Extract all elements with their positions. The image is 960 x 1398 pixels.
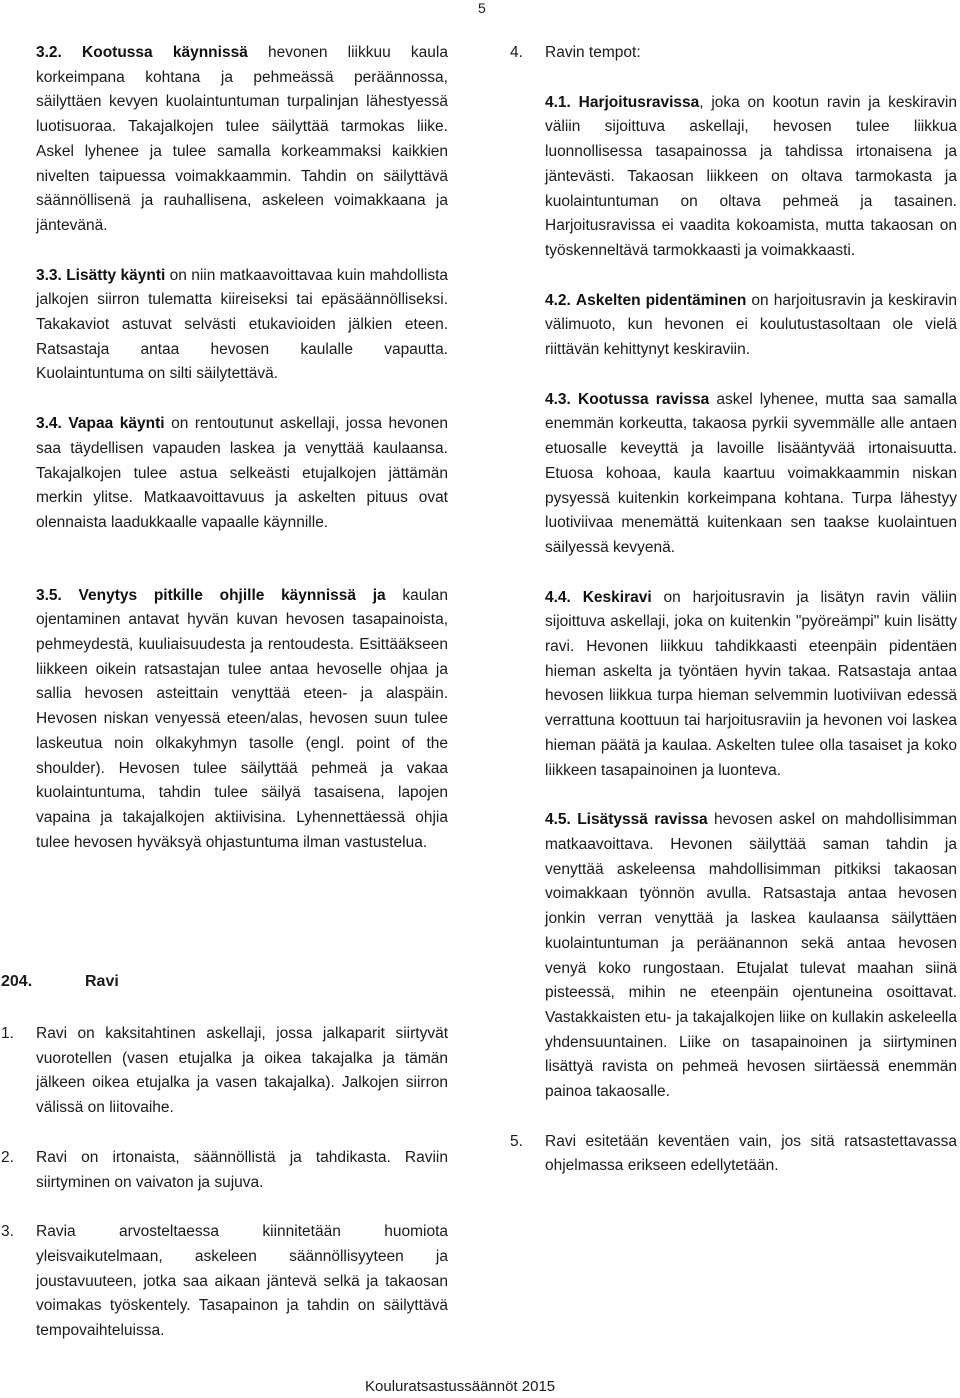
section-num: 3.2. — [36, 44, 62, 61]
section-4-1 — [545, 91, 957, 264]
list-text: Ravi on irtonaista, säännöllistä ja tahdikasta. Raviin siirtyminen on vaivaton ja sujuva. — [36, 1148, 448, 1191]
section-num: 4.3. — [545, 390, 571, 408]
section-text: hevosen askel on mahdollisimman matkaavoittava. Hevonen säilyttää saman tahdin ja venyttää askeleensa mahdollisimman pitkiksi takaosan voimakkaan työnnön avulla. Ratsastaja antaa hevosen jonkin verran venyttää ja laskea kaulaansa säilyttäen kuolaintuntuman ja peräänannon sekä antaa hevosen venyä koko rungostaan. Etujalat tulevat maahan siinä pisteessä, mihin ne eteenpäin ojentuneina osoittavat. Vastakkaisten etu- ja takajalkojen liike on kullakin askeleella yhdensuuntainen. Liike on tasapainoinen ja siirtyminen lisättyä ravista on pehmeä hevosen siirtäessä enemmän painoa takaosalle. — [545, 811, 957, 1101]
section-4-3 — [545, 388, 957, 561]
list-number: 4. — [510, 44, 523, 61]
ravi-list — [1, 1022, 448, 1369]
list-item — [510, 41, 957, 66]
section-term: Harjoitusravissa — [578, 93, 700, 111]
list-text: Ravia arvosteltaessa kiinnitetään huomiota yleisvaikutelmaan, askeleen säännöllisyyteen ja joustavuuteen, jotka saa aikaan jäntevä selkä ja takaosan voimakas työskentely. Tasapainon ja tahdin on säilyttävä tempovaihteluissa. — [36, 1223, 448, 1340]
list-text: Ravi esitetään keventäen vain, jos sitä ratsastettavassa ohjelmassa erikseen edellytetään. — [545, 1132, 957, 1175]
list-number: 1. — [1, 1025, 14, 1042]
left-column — [36, 41, 448, 880]
list-number: 2. — [1, 1148, 14, 1166]
section-text: , joka on kootun ravin ja keskiravin väliin sijoittuva askellaji, hevosen tulee liikkua luonnollisessa tasapainossa ja tahdissa irtonaisena ja jäntevästi. Takaosan liikkeen on oltava tarmokasta ja kuolaintuntuman on oltava pehmeä ja tasainen. Harjoitusravissa ei vaadita kokoamista, mutta takaosan on työskenneltävä tarmokkaasti ja voimakkaasti. — [545, 93, 957, 259]
list-item — [1, 1220, 448, 1344]
section-text: hevonen liikkuu kaula korkeimpana kohtana ja pehmeässä peräännossa, säilyttäen kevyen kuolaintuntuman turpalinjan lähestyessä luotisuoraa. Takajalkojen tulee säilyttää tarmokas liike. Askel lyhenee ja tulee samalla korkeammaksi kaikkien nivelten taipuessa voimakkaammin. Tahdin on säilyttävä säännöllisenä ja rauhallisena, askeleen voimakkaana ja jäntevänä. — [36, 44, 448, 234]
section-num: 3.3. — [36, 266, 62, 284]
section-term: Askelten pidentäminen — [575, 291, 747, 309]
section-3-3 — [36, 264, 448, 388]
section-term: Kootussa ravissa — [578, 390, 710, 408]
list-text: Ravin tempot: — [545, 44, 641, 61]
section-term: Venytys pitkille ohjille käynnissä ja — [78, 586, 386, 604]
section-num: 4.4. — [545, 588, 571, 606]
section-term: Vapaa käynti — [68, 415, 165, 433]
section-4-4 — [545, 586, 957, 784]
list-number: 3. — [1, 1223, 14, 1241]
page-footer: Kouluratsastussäännöt 2015 — [365, 1378, 556, 1395]
section-text: on rentoutunut askellaji, jossa hevonen saa täydellisen vapauden laskea ja venyttää kaulaansa. Takajalkojen tulee astua selkeästi etujalkojen jättämän merkin ylitse. Matkaavoittavuus ja askelten pituus ovat olennaista laadukkaalle vapaalle käynnille. — [36, 415, 449, 531]
section-4-2 — [545, 289, 957, 363]
list-item — [1, 1146, 448, 1195]
section-num: 3.5. — [36, 586, 62, 604]
section-num: 4.5. — [545, 811, 571, 829]
section-3-4 — [36, 412, 448, 536]
section-text: askel lyhenee, mutta saa samalla enemmän korkeutta, takaosa pyrkii syvemmälle alle antaen etuosalle keveyttä ja lavoille lisääntyvää irtonaisuutta. Etuosa kohoaa, kaula kaartuu voimakkaammin niskan pysyessä kuitenkin korkeimpana kohtana. Turpa lähestyy luotiviivaa menemättä kuitenkaan sen taakse kuolaintuen säilyessä kevyenä. — [545, 390, 958, 556]
section-term: Lisätyssä ravissa — [577, 811, 708, 829]
list-text: Ravi on kaksitahtinen askellaji, jossa jalkaparit siirtyvät vuorotellen (vasen etujalka ja oikea takajalka ja tämän jälkeen oikea etujalka ja vasen takajalka). Jalkojen siirron välissä on liitovaihe. — [36, 1025, 448, 1117]
list-item — [1, 1022, 448, 1121]
section-text: on harjoitusravin ja lisätyn ravin väliin sijoittuva askellaji, joka on kuitenkin "pyöreämpi" kuin lisätty ravi. Hevonen liikkuu tahdikkaasti eteenpäin pidentäen hieman askelta ja työntäen hyvin takaa. Ratsastaja antaa hevosen liikkua turpa hieman selvemmin luotiviivan edessä verrattuna koottuun tai harjoitusraviin ja hevonen voi laskea hieman päätä ja kaulaa. Askelten tulee olla tasaiset ja koko liikkeen tasapainoinen ja luonteva. — [545, 588, 957, 779]
section-num: 3.4. — [36, 415, 62, 433]
section-term: Kootussa käynnissä — [82, 44, 248, 61]
list-item — [510, 1130, 957, 1179]
list-number: 5. — [510, 1132, 523, 1150]
heading-title: Ravi — [85, 973, 119, 990]
section-text: kaulan ojentaminen antavat hyvän kuvan hevosen tasapainoista, pehmeydestä, kuuliaisuudesta ja rentoudesta. Esittääkseen liikkeen oikein ratsastajan tulee antaa hevoselle ohjaa ja sallia hevosen asteittain venyttää eteen- ja alaspäin. Hevosen niskan venyessä eteen/alas, hevosen suun tulee laskeutua noin olkakyhmyn tasolle (engl. point of the shoulder). Hevosen tulee säilyttää pehmeä ja vakaa kuolaintuntuma, tahdin tulee säilyä tasaisena, lapojen vapaina ja takajalkojen aktiivisina. Lyhennettäessä ohjia tulee hevosen hyväksyä ohjastuntuma ilman vastustelua. — [36, 586, 448, 851]
section-term: Keskiravi — [582, 588, 652, 606]
section-num: 4.2. — [545, 291, 571, 309]
section-text: on niin matkaavoittavaa kuin mahdollista jalkojen siirron tulematta kiireiseksi tai epäsäännölliseksi. Takakaviot astuvat selvästi etukavioiden jälkien eteen. Ratsastaja antaa hevosen kaulalle vapautta. Kuolaintuntuma on silti säilytettävä. — [36, 266, 449, 383]
section-num: 4.1. — [545, 93, 571, 111]
page-number: 5 — [478, 0, 486, 16]
section-3-2 — [36, 41, 448, 239]
section-4-5 — [545, 808, 957, 1104]
section-heading — [1, 973, 119, 991]
heading-number: 204. — [1, 973, 33, 990]
section-3-5 — [36, 584, 448, 856]
section-text: on harjoitusravin ja keskiravin välimuoto, kun hevonen ei koulutustasoltaan ole vielä riittävän kehittynyt keskiraviin. — [545, 291, 957, 359]
section-term: Lisätty käynti — [66, 266, 166, 284]
right-column — [510, 41, 958, 1204]
